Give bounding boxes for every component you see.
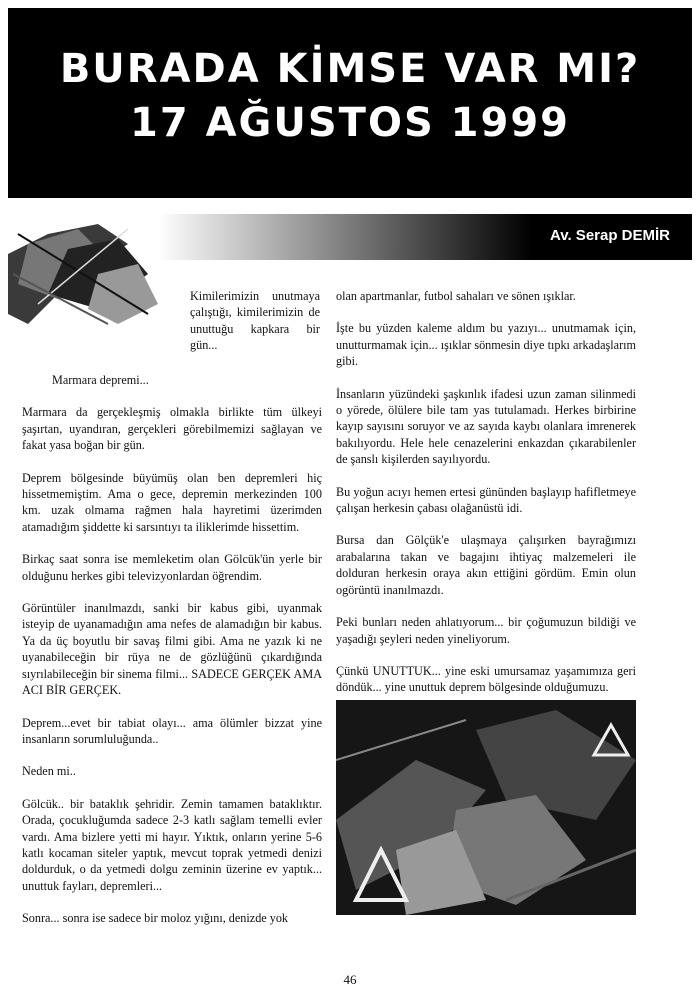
intro-text: Kimilerimizin unutmaya çalıştığı, kimilerimizin de unuttuğu kapkara bir gün... — [190, 289, 320, 353]
paragraph: Deprem...evet bir tabiat olayı... ama ölümler bizzat yine insanların sorumluluğunda.. — [22, 715, 322, 746]
paragraph: İnsanların yüzündeki şaşkınlık ifadesi uzun zaman silinmedi o yörede, ölülere bile tam yas tutulamadı. Herkes birbirine kayıp sayısını soruyor ve az sayıda kaybı olanlara imrenerek bakılıyordu. Hele hele cenazelerini enkazdan çıkarabilenler de şanslı kişilerden sayılıyordu. — [336, 386, 636, 467]
paragraph: İşte bu yüzden kaleme aldım bu yazıyı... unutmamak için, unutturmamak için... ışıklar sönmesin diye tıpkı arkadaşlarım gibi. — [336, 321, 636, 369]
paragraph: Sonra... sonra ise sadece bir moloz yığını, denizde yok — [22, 911, 289, 926]
author-bar — [158, 214, 692, 260]
paragraph: Birkaç saat sonra ise memleketim olan Gölcük'ün yerle bir olduğunu herkes gibi televizyonlardan öğrendim. — [22, 552, 322, 583]
paragraph: olan apartmanlar, futbol sahaları ve sönen ışıklar. — [336, 289, 576, 303]
paragraph: Deprem bölgesinde büyümüş olan ben depremleri hiç hissetmemiştim. Ama o gece, depremin merkezinden 100 km. uzak olmama rağmen hala hayretimi üzerimden atamadığım şiddette ki sarsıntıyı ta iliklerimde hissettim. — [22, 470, 322, 534]
left-column — [22, 372, 322, 943]
paragraph: Görüntüler inanılmazdı, sanki bir kabus gibi, uyanmak isteyip de uyanamadığın ama nefes de alamadığın bir kabus. Ya da üç boyutlu bir savaş filmi gibi. Ama ne yazık ki ne uyanabileceğin bir rüya ne de gözlüğünü çıkardığında sıyrılabileceğin bir sinema filmi... SADECE GERÇEK AMA ACI BİR GERÇEK. — [22, 601, 322, 698]
paragraph: Gölcük.. bir bataklık şehridir. Zemin tamamen bataklıktır. Orada, çocukluğumda sadece 2-3 katlı sağlam temelli evler vardı. Ama bizlere yetti mi hayır. Yıktık, onların yerine 5-6 katlı kocaman siteler yaptık, mevcut toprak yetmedi denizi doldurduk, o da yetmedi dolgu zeminin üzerine ev yaptık... unuttuk fayları, depremleri... — [22, 796, 322, 893]
title-line-1: BURADA KİMSE VAR MI? — [59, 46, 641, 92]
earthquake-rubble-photo — [8, 214, 168, 334]
page-number: 46 — [343, 972, 357, 987]
title-line-2: 17 AĞUSTOS 1999 — [129, 100, 571, 146]
paragraph: Çünkü UNUTTUK... yine eski umursamaz yaşamımıza geri döndük... yine unuttuk deprem bölgesinde olduğumuzu. — [336, 663, 636, 695]
rubble-warning-sign-photo — [336, 700, 636, 915]
paragraph: Bu yoğun acıyı hemen ertesi gününden başlayıp hafifletmeye çalışan herkesin çabası olağanüstü idi. — [336, 484, 636, 516]
paragraph: Peki bunları neden ahlatıyorum... bir çoğumuzun bildiği ve yaşadığı şeyleri neden yineliyorum. — [336, 615, 636, 646]
paragraph: Marmara da gerçekleşmiş olmakla birlikte tüm ülkeyi şaşırtan, uyandıran, gerçekleri görebilmemizi sağlayan ve fakat yasa boğan bir gün. — [22, 405, 322, 453]
paragraph: Marmara depremi... — [52, 373, 149, 387]
title-banner — [8, 8, 692, 198]
paragraph: Neden mi.. — [22, 764, 76, 779]
author-name: Av. Serap DEMİR — [549, 227, 670, 244]
right-column — [336, 288, 636, 712]
paragraph: Bursa dan Gölçük'e ulaşmaya çalışırken bayrağımızı arabalarına takan ve bagajını ihtiyaç malzemeleri ile dolduran herkesin oraya akın ettiğini gördüm. Emin olun ogörüntü inanılmazdı. — [336, 533, 636, 597]
